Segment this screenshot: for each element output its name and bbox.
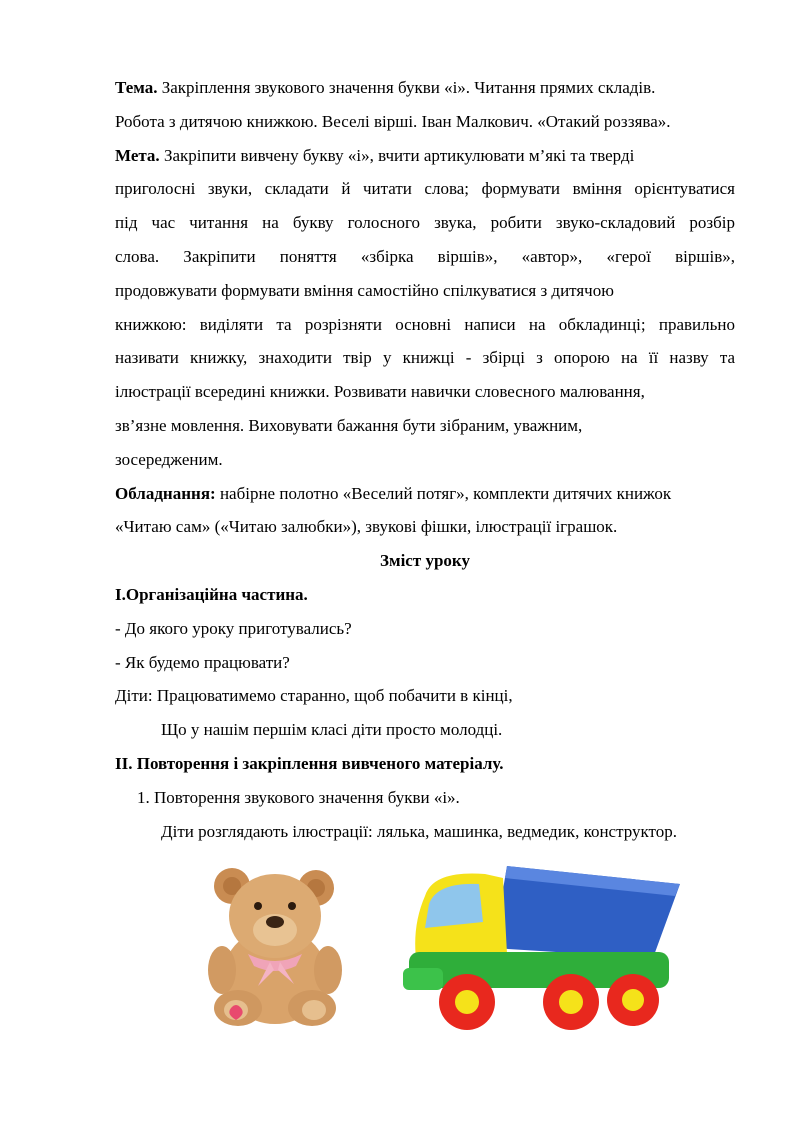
meta-line-3: під час читання на букву голосного звука, робити звуко-складовий розбір — [115, 213, 735, 233]
toy-illustrations — [115, 848, 735, 1038]
toy-truck-image — [395, 856, 685, 1036]
section1-question-1: - До якого уроку приготувались? — [115, 618, 352, 638]
meta-line-10: зосередженим. — [115, 449, 223, 469]
section1-answer-1: Діти: Працюватимемо старанно, щоб побачити в кінці, — [115, 686, 513, 706]
tema-label: Тема. — [115, 78, 158, 97]
meta-line-2: приголосні звуки, складати й читати слова; формувати вміння орієнтуватися — [115, 179, 735, 199]
section1-answer-2: Що у нашім першім класі діти просто молодці. — [161, 720, 503, 740]
obladnannia-line-2: «Читаю сам» («Читаю залюбки»), звукові фішки, ілюстрації іграшок. — [115, 517, 618, 537]
tema-text-1: Закріплення звукового значення букви «і». Читання прямих складів. — [161, 78, 656, 97]
meta-label: Мета. — [115, 145, 160, 165]
section2-item-1-text: Діти розглядають ілюстрації: лялька, машинка, ведмедик, конструктор. — [161, 821, 678, 841]
tema-line-1 — [115, 74, 735, 108]
zmist-heading: Зміст уроку — [380, 551, 470, 571]
meta-line-6: книжкою: виділяти та розрізняти основні написи на обкладинці; правильно — [115, 314, 735, 334]
meta-line-5: продовжувати формувати вміння самостійно спілкуватися з дитячою — [115, 280, 614, 300]
meta-line-4: слова. Закріпити поняття «збірка віршів», «автор», «герої віршів», — [115, 246, 735, 266]
teddy-bear-image — [200, 858, 350, 1033]
meta-line-7: називати книжку, знаходити твір у книжці - збірці з опорою на її назву та — [115, 348, 735, 368]
section2-heading: ІІ. Повторення і закріплення вивченого матеріалу. — [115, 753, 504, 773]
obladnannia-line-1 — [115, 480, 735, 514]
tema-line-2: Робота з дитячою книжкою. Веселі вірші. Іван Малкович. «Отакий роззява». — [115, 111, 671, 131]
obladnannia-label: Обладнання: — [115, 483, 216, 503]
lesson-plan-text — [115, 74, 735, 851]
meta-line-9: зв’язне мовлення. Виховувати бажання бути зібраним, уважним, — [115, 415, 583, 435]
meta-text-1: Закріпити вивчену букву «і», вчити артикулювати м’які та тверді — [163, 145, 635, 165]
section2-item-1: 1. Повторення звукового значення букви «і». — [137, 787, 460, 807]
obladnannia-text-1: набірне полотно «Веселий потяг», комплекти дитячих книжок — [219, 483, 672, 503]
section1-question-2: - Як будемо працювати? — [115, 652, 290, 672]
meta-line-8: ілюстрації всередині книжки. Розвивати навички словесного малювання, — [115, 382, 645, 402]
meta-line-1 — [115, 142, 735, 176]
section1-heading: І.Організаційна частина. — [115, 584, 308, 604]
